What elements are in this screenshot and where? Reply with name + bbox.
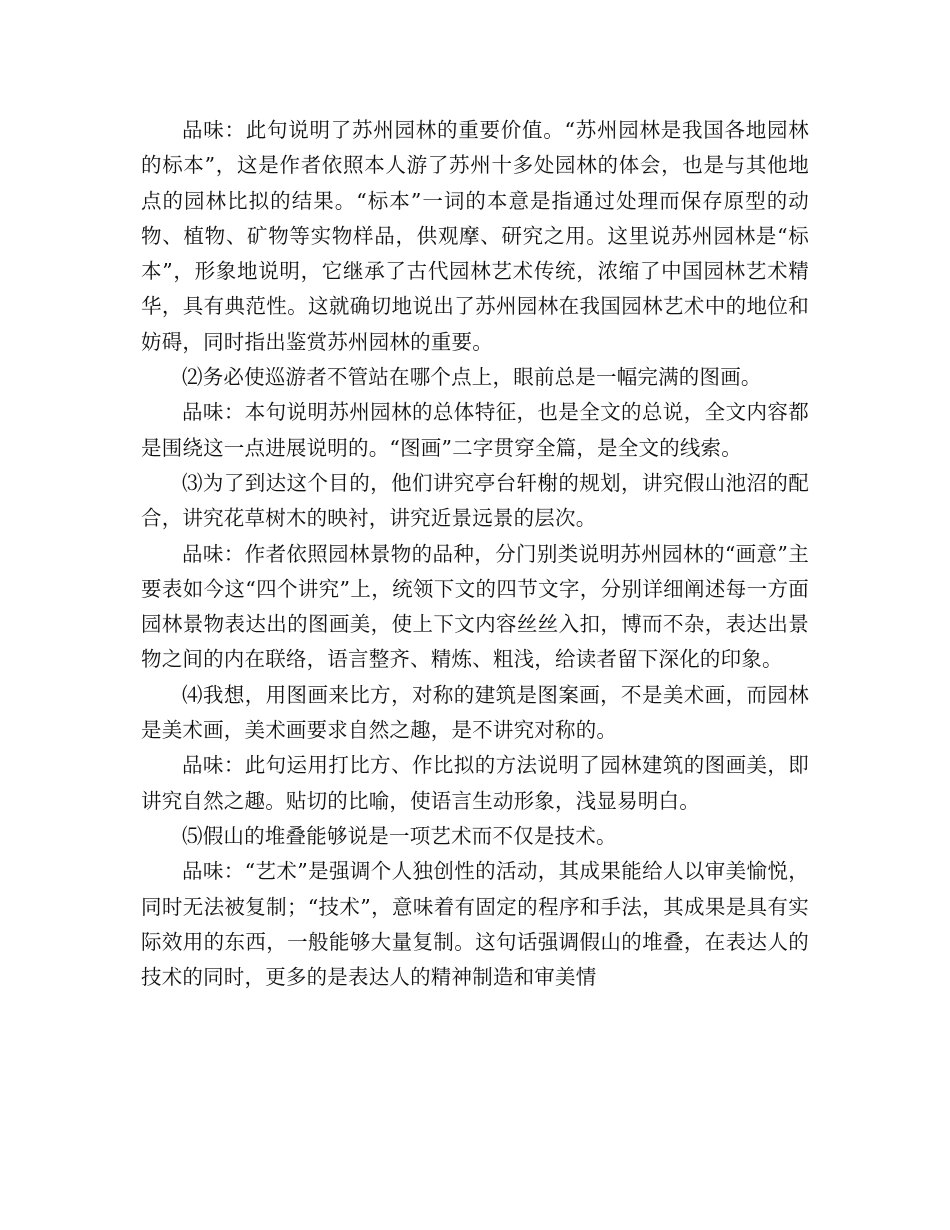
paragraph-commentary-4: 品味：此句运用打比方、作比拟的方法说明了园林建筑的图画美，即讲究自然之趣。贴切的比喻，使语言生动形象，浅显易明白。: [141, 753, 809, 813]
paragraph-commentary-5: 品味：“艺术”是强调个人独创性的活动，其成果能给人以审美愉悦，同时无法被复制；“技术”，意味着有固定的程序和手法，其成果是具有实际效用的东西，一般能够大量复制。这句话强调假山的堆叠，在表达人的技术的同时，更多的是表达人的精神制造和审美情: [141, 859, 809, 990]
paragraph-commentary-3: 品味：作者依照园林景物的品种，分门别类说明苏州园林的“画意”主要表如今这“四个讲究”上，统领下文的四节文字，分别详细阐述每一方面园林景物表达出的图画美，使上下文内容丝丝入扣，博而不杂，表达出景物之间的内在联络，语言整齐、精炼、粗浅，给读者留下深化的印象。: [141, 541, 809, 672]
paragraph-quote-3: ⑶为了到达这个目的，他们讲究亭台轩榭的规划，讲究假山池沼的配合，讲究花草树木的映衬，讲究近景远景的层次。: [141, 470, 809, 531]
paragraph-commentary-1: 品味：此句说明了苏州园林的重要价值。“苏州园林是我国各地园林的标本”，这是作者依照本人游了苏州十多处园林的体会，也是与其他地点的园林比拟的结果。“标本”一词的本意是指通过处理而保存原型的动物、植物、矿物等实物样品，供观摩、研究之用。这里说苏州园林是“标本”，形象地说明，它继承了古代园林艺术传统，浓缩了中国园林艺术精华，具有典范性。这就确切地说出了苏州园林在我国园林艺术中的地位和妨碍，同时指出鉴赏苏州园林的重要。: [141, 118, 809, 354]
paragraph-quote-5: ⑸假山的堆叠能够说是一项艺术而不仅是技术。: [182, 823, 617, 848]
paragraph-commentary-2: 品味：本句说明苏州园林的总体特征，也是全文的总说，全文内容都是围绕这一点进展说明的。“图画”二字贯穿全篇，是全文的线索。: [141, 400, 809, 460]
paragraph-quote-4: ⑷我想，用图画来比方，对称的建筑是图案画，不是美术画，而园林是美术画，美术画要求自然之趣，是不讲究对称的。: [141, 682, 809, 743]
paragraph-quote-2: ⑵务必使巡游者不管站在哪个点上，眼前总是一幅完满的图画。: [182, 365, 762, 390]
document-body: [141, 113, 809, 995]
